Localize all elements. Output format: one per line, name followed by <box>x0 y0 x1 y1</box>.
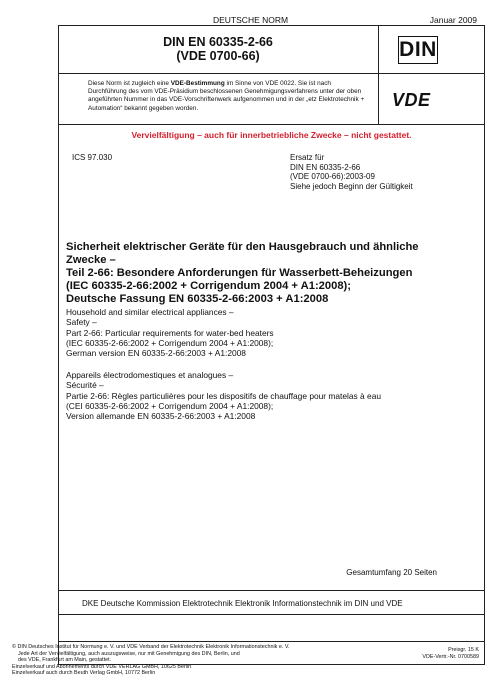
german-title-line: Zwecke – <box>66 254 116 266</box>
french-title-line: Partie 2-66: Règles particulières pour les dispositifs de chauffage pour matelas à eau <box>66 390 382 401</box>
german-title-line: Teil 2-66: Besondere Anforderungen für Wasserbett-Beheizungen <box>66 267 413 279</box>
french-title-line: Version allemande EN 60335-2-66:2003 + A1:2008 <box>66 411 256 422</box>
price-info <box>422 647 479 660</box>
french-title-line: Appareils électrodomestiques et analogues – <box>66 370 234 380</box>
replacement-line: DIN EN 60335-2-66 <box>290 162 361 172</box>
french-title <box>66 370 476 421</box>
english-title-line: (IEC 60335-2-66:2002 + Corrigendum 2004 + A1:2008); <box>66 337 274 348</box>
german-title-line: Deutsche Fassung EN 60335-2-66:2003 + A1:2008 <box>66 293 329 305</box>
english-title <box>66 307 476 358</box>
footer-line: © DIN Deutsches Institut für Normung e. V. und VDE Verband der Elektrotechnik Elektronik Informationstechnik e. V. <box>12 644 290 650</box>
replacement-line: Siehe jedoch Beginn der Gültigkeit <box>290 181 413 191</box>
vde-logo-text: VDE <box>392 90 431 110</box>
dke-divider-top <box>58 590 485 591</box>
din-logo-text: DIN <box>399 38 437 61</box>
english-title-line: Part 2-66: Particular requirements for water-bed heaters <box>66 327 274 338</box>
standard-number-vde: (VDE 0700-66) <box>176 49 260 63</box>
vde-note-text: Diese Norm ist zugleich eine <box>88 80 171 87</box>
footer-line: Einzelverkauf und Abonnements durch VDE VERLAG GMBH, 10625 Berlin <box>12 663 192 670</box>
english-title-line: German version EN 60335-2-66:2003 + A1:2008 <box>66 348 246 359</box>
french-title-line: Sécurité – <box>66 380 104 391</box>
footer-line: Jede Art der Vervielfältigung, auch auszugsweise, nur mit Genehmigung des DIN, Berlin, und <box>12 650 240 657</box>
german-title-line: Sicherheit elektrischer Geräte für den Hausgebrauch und ähnliche <box>66 241 419 253</box>
title-divider <box>58 73 485 74</box>
footer-divider <box>58 641 485 642</box>
dke-divider-bottom <box>58 614 485 615</box>
price-group: Preisgr. 15 K <box>448 647 479 653</box>
replacement-line: Ersatz für <box>290 153 325 162</box>
din-logo <box>398 36 438 64</box>
reproduction-notice: Vervielfältigung – auch für innerbetriebliche Zwecke – nicht gestattet. <box>131 130 412 140</box>
vde-note-bold: VDE-Bestimmung <box>170 80 225 87</box>
standard-number <box>58 35 378 63</box>
vde-logo <box>392 90 431 111</box>
footer-line: des VDE, Frankfurt am Main, gestattet. <box>12 657 112 664</box>
footer-line: Einzelverkauf auch durch Beuth Verlag GmbH, 10772 Berlin <box>12 670 156 677</box>
replacement-info <box>290 153 413 191</box>
vde-note-text-cont: im Sinne von VDE 0022. Sie ist nach Durchführung des vom VDE-Präsidium beschlossenen Genehmigungsverfahrens unter der oben angeführten Nummer in das VDE-Vorschriftenwerk aufgenommen und in der „etz Elektrotechnik + Automation“ bekannt gegeben worden. <box>88 80 365 112</box>
publication-date: Januar 2009 <box>429 15 477 25</box>
total-pages: Gesamtumfang 20 Seiten <box>346 568 437 577</box>
english-title-line: Safety – <box>66 317 97 328</box>
note-divider <box>58 124 485 125</box>
german-title <box>66 241 476 306</box>
vde-contract-number: VDE-Vertr.-Nr. 0700589 <box>422 653 479 660</box>
standard-number-din: DIN EN 60335-2-66 <box>163 35 273 49</box>
german-title-line: (IEC 60335-2-66:2002 + Corrigendum 2004 + A1:2008); <box>66 280 352 292</box>
document-type-label: DEUTSCHE NORM <box>213 15 289 25</box>
french-title-line: (CEI 60335-2-66:2002 + Corrigendum 2004 + A1:2008); <box>66 400 274 411</box>
ics-code: ICS 97.030 <box>72 153 113 162</box>
vde-note <box>88 80 370 113</box>
english-title-line: Household and similar electrical appliances – <box>66 307 234 317</box>
logo-divider <box>378 25 379 125</box>
replacement-line: (VDE 0700-66):2003-09 <box>290 172 375 181</box>
dke-line: DKE Deutsche Kommission Elektrotechnik Elektronik Informationstechnik im DIN und VDE <box>82 599 403 608</box>
copyright-footer <box>12 644 392 677</box>
